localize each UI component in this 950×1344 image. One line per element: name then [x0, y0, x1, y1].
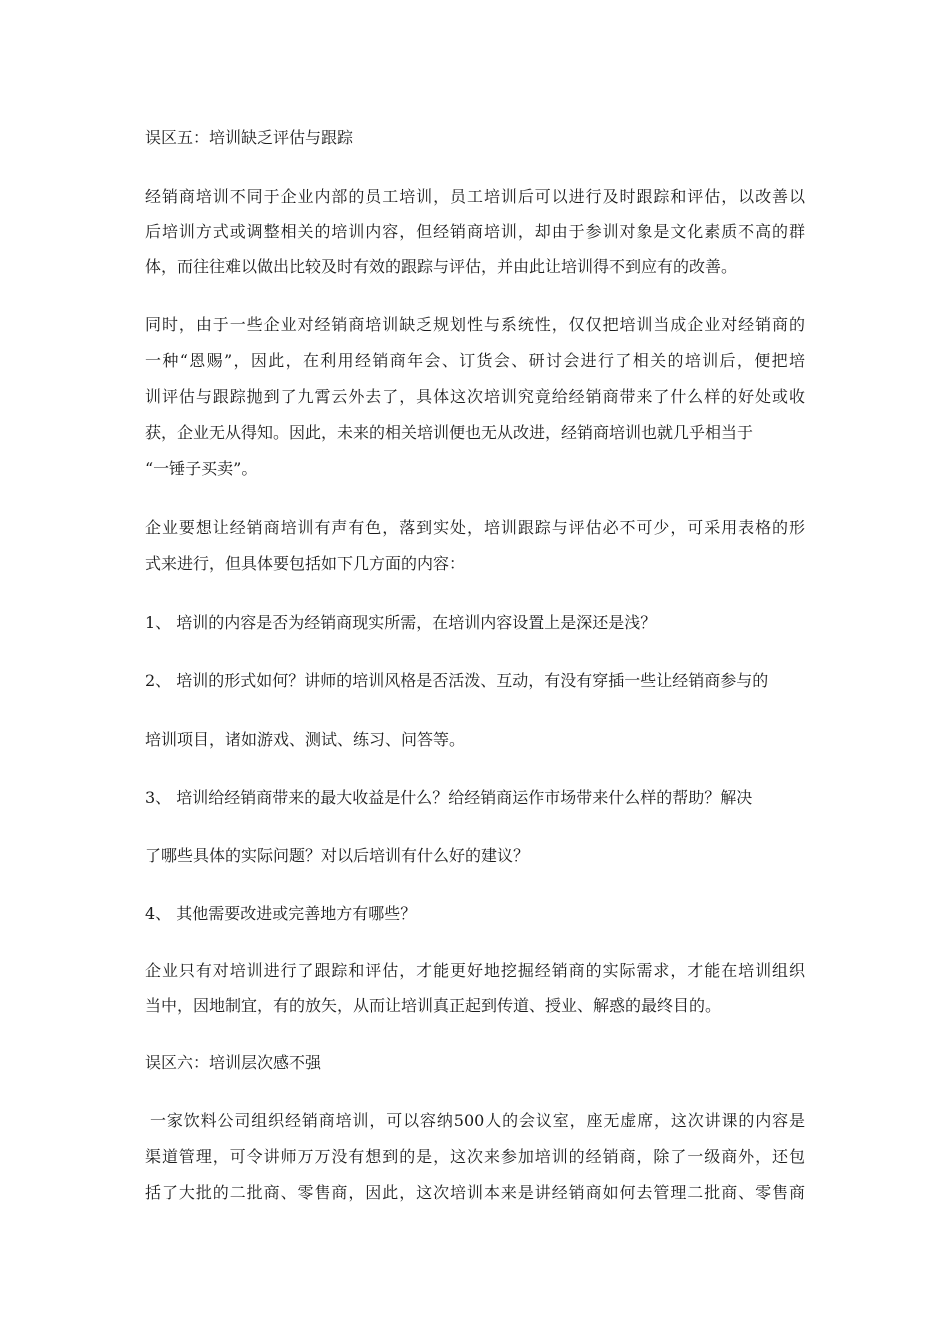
text-line: 获，企业无从得知。因此，未来的相关培训便也无从改进，经销商培训也就几乎相当于	[145, 423, 754, 442]
text-line: 同时，由于一些企业对经销商培训缺乏规划性与系统性，仅仅把培训当成企业对经销商的	[145, 315, 805, 334]
text-line: 后培训方式或调整相关的培训内容，但经销商培训，却由于参训对象是文化素质不高的群	[145, 222, 805, 241]
section-heading: 误区五：培训缺乏评估与跟踪	[145, 128, 354, 147]
text-line: “一锤子买卖”。	[145, 459, 258, 478]
text-line: 括了大批的二批商、零售商，因此，这次培训本来是讲经销商如何去管理二批商、零售商	[145, 1183, 805, 1202]
text-line: 式来进行，但具体要包括如下几方面的内容：	[145, 554, 466, 573]
text-line: 一种“恩赐”，因此，在利用经销商年会、订货会、研讨会进行了相关的培训后，便把培	[145, 351, 805, 370]
section-heading: 误区六：培训层次感不强	[145, 1053, 322, 1072]
list-item: 4、 其他需要改进或完善地方有哪些？	[145, 904, 417, 923]
list-item-continuation: 了哪些具体的实际问题？对以后培训有什么好的建议？	[145, 846, 530, 865]
text-line: 企业只有对培训进行了跟踪和评估，才能更好地挖掘经销商的实际需求，才能在培训组织	[145, 961, 805, 980]
text-line: 一家饮料公司组织经销商培训，可以容纳500人的会议室，座无虚席，这次讲课的内容是	[150, 1111, 805, 1130]
text-line: 渠道管理，可令讲师万万没有想到的是，这次来参加培训的经销商，除了一级商外，还包	[145, 1147, 805, 1166]
text-line: 当中，因地制宜，有的放矢，从而让培训真正起到传道、授业、解惑的最终目的。	[145, 996, 722, 1015]
text-line: 体，而往往难以做出比较及时有效的跟踪与评估，并由此让培训得不到应有的改善。	[145, 257, 738, 276]
list-item: 1、 培训的内容是否为经销商现实所需，在培训内容设置上是深还是浅？	[145, 613, 657, 632]
list-item: 3、 培训给经销商带来的最大收益是什么？给经销商运作市场带来什么样的帮助？解决	[145, 788, 753, 807]
text-line: 经销商培训不同于企业内部的员工培训，员工培训后可以进行及时跟踪和评估，以改善以	[145, 187, 805, 206]
list-item-continuation: 培训项目，诸如游戏、测试、练习、问答等。	[145, 730, 466, 749]
text-line: 训评估与跟踪抛到了九霄云外去了，具体这次培训究竟给经销商带来了什么样的好处或收	[145, 387, 805, 406]
list-item: 2、 培训的形式如何？讲师的培训风格是否活泼、互动，有没有穿插一些让经销商参与的	[145, 671, 769, 690]
text-line: 企业要想让经销商培训有声有色，落到实处，培训跟踪与评估必不可少，可采用表格的形	[145, 518, 805, 537]
